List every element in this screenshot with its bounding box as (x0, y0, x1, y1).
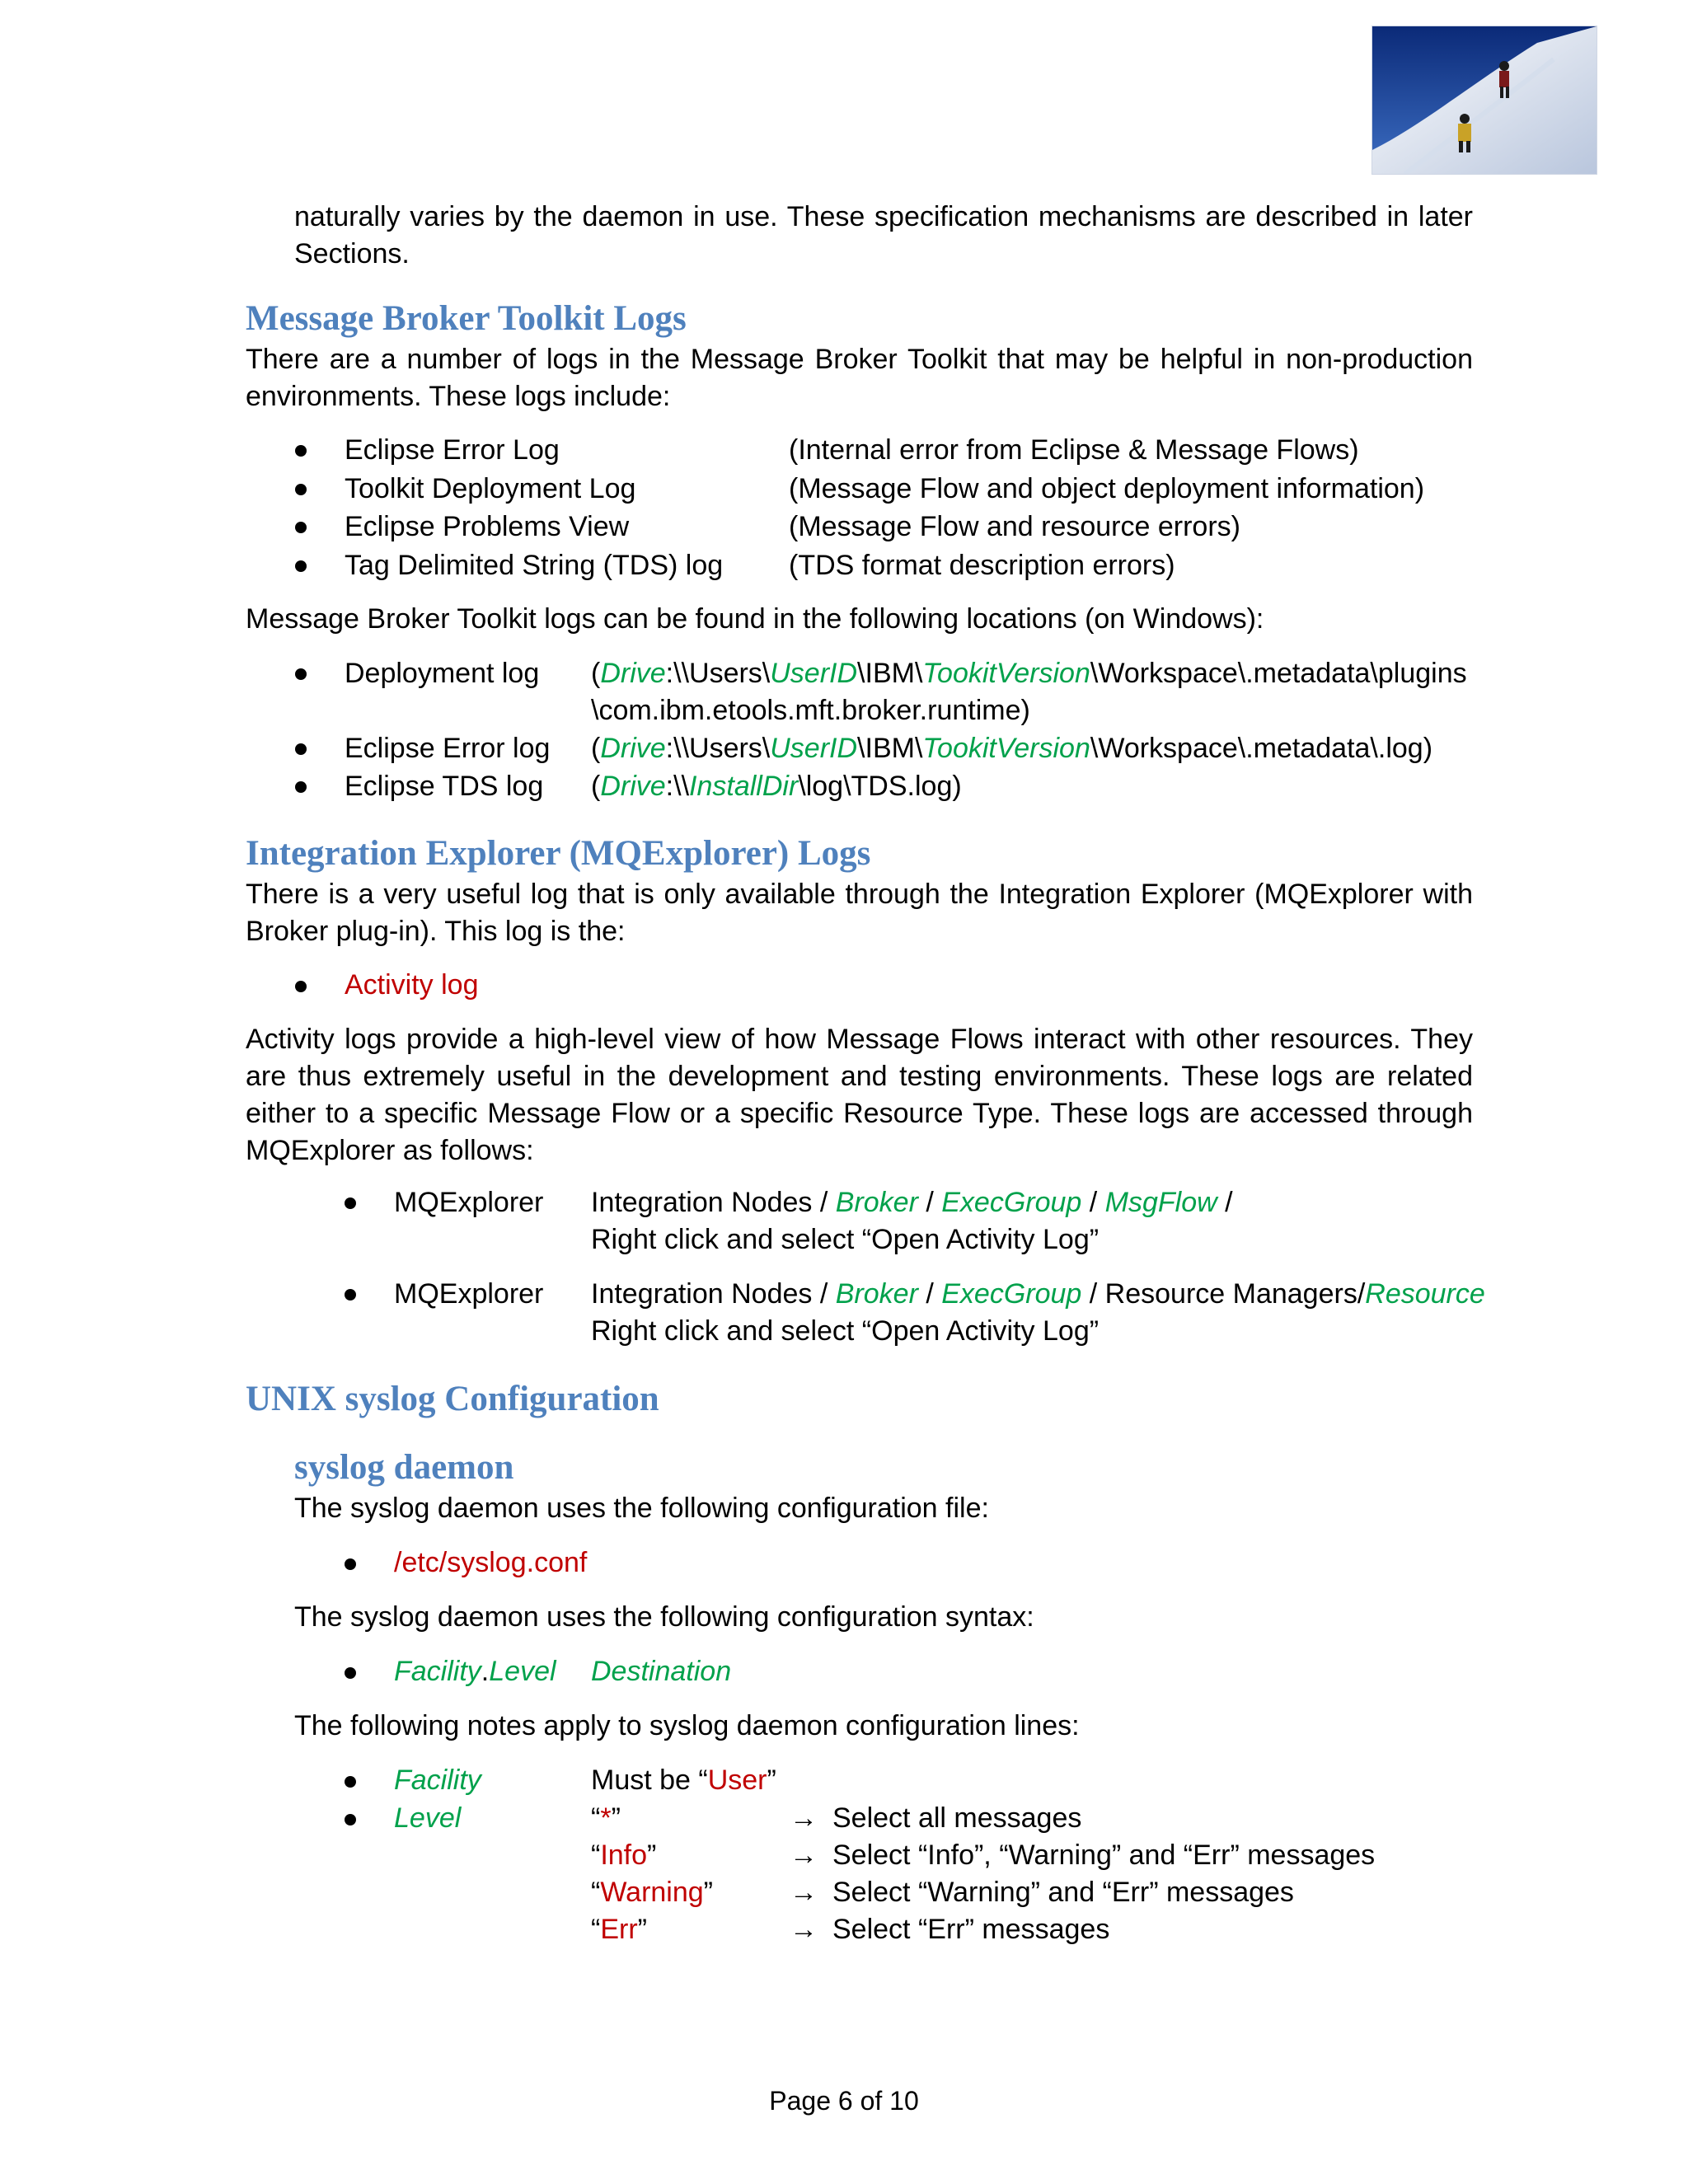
arrow-icon: → (790, 1914, 818, 1945)
path-part: / Resource Managers/ (1081, 1278, 1366, 1310)
header-photo (1372, 26, 1597, 175)
path-sep: / (917, 1187, 942, 1218)
facility-var: Facility (394, 1656, 481, 1687)
info-value: Info (600, 1840, 648, 1871)
log-name: Tag Delimited String (TDS) log (345, 550, 724, 581)
bullet (295, 781, 307, 793)
right-click-instruction: Right click and select “Open Activity Log” (591, 1315, 1100, 1347)
bullet (295, 743, 307, 755)
log-desc: (Message Flow and resource errors) (789, 511, 1240, 542)
level-label: Level (394, 1802, 462, 1834)
broker-var: Broker (835, 1278, 918, 1310)
location-name: Deployment log (345, 658, 540, 689)
right-click-instruction: Right click and select “Open Activity Log” (591, 1224, 1100, 1255)
quote: ” (767, 1765, 776, 1796)
bullet (295, 981, 307, 992)
config-file-intro: The syslog daemon uses the following configuration file: (294, 1493, 989, 1524)
path-part: Integration Nodes / (591, 1187, 836, 1218)
page-footer: Page 6 of 10 (769, 2086, 919, 2116)
level-desc: Select “Info”, “Warning” and “Err” messages (832, 1840, 1376, 1871)
level-value (591, 1874, 713, 1911)
level-desc: Select “Warning” and “Err” messages (832, 1877, 1294, 1908)
quote: “ (591, 1840, 601, 1871)
log-desc: (Internal error from Eclipse & Message Flows) (789, 434, 1359, 466)
mbt-paragraph (246, 341, 1473, 415)
msgflow-var: MsgFlow (1104, 1187, 1217, 1218)
section-heading-mbt: Message Broker Toolkit Logs (246, 299, 687, 338)
intro-line: Sections. (294, 238, 410, 269)
err-value: Err (600, 1914, 638, 1945)
path-part: \Workspace\.metadata\plugins (1090, 658, 1467, 689)
path-sep: / (917, 1278, 942, 1310)
quote: “ (591, 1914, 601, 1945)
log-name: Eclipse Error Log (345, 434, 560, 466)
subsection-heading-syslog: syslog daemon (294, 1448, 514, 1487)
paren: ( (591, 733, 601, 764)
install-dir-var: InstallDir (689, 771, 799, 802)
syntax-intro: The syslog daemon uses the following configuration syntax: (294, 1601, 1034, 1633)
drive-var: Drive (600, 771, 666, 802)
drive-var: Drive (600, 733, 666, 764)
warning-value: Warning (600, 1877, 704, 1908)
facility-label: Facility (394, 1765, 481, 1796)
mbt-para-line: environments. These logs include: (246, 381, 671, 412)
notes-intro: The following notes apply to syslog daemon configuration lines: (294, 1710, 1080, 1741)
path-sep: / (1081, 1187, 1105, 1218)
userid-var: UserID (770, 733, 858, 764)
level-value (591, 1837, 656, 1874)
location-name: Eclipse TDS log (345, 771, 544, 802)
locations-intro: Message Broker Toolkit logs can be found in the following locations (on Windows): (246, 603, 1264, 635)
path-sep: / (1217, 1187, 1233, 1218)
user-value: User (707, 1765, 767, 1796)
arrow-icon: → (790, 1877, 818, 1908)
path-part: \IBM\ (857, 733, 923, 764)
section-heading-unix: UNIX syslog Configuration (246, 1380, 659, 1418)
bullet (345, 1776, 356, 1788)
bullet (345, 1814, 356, 1825)
bullet (345, 1289, 356, 1301)
log-name: Toolkit Deployment Log (345, 473, 636, 504)
activity-path (591, 1184, 1233, 1221)
bullet (295, 522, 307, 533)
execgroup-var: ExecGroup (941, 1278, 1082, 1310)
location-path (591, 655, 1467, 692)
facility-value (591, 1762, 776, 1799)
mountain-climbers-image (1372, 26, 1597, 174)
syntax-line (394, 1653, 556, 1690)
bullet (345, 1667, 356, 1679)
activity-line: are thus extremely useful in the development and testing environments. These logs are related (246, 1061, 1473, 1092)
note-text: Must be “ (591, 1765, 708, 1796)
quote: ” (647, 1840, 657, 1871)
path-part: \log\TDS.log) (798, 771, 962, 802)
execgroup-var: ExecGroup (941, 1187, 1082, 1218)
mqexplorer-label: MQExplorer (394, 1278, 544, 1310)
log-desc: (Message Flow and object deployment information) (789, 473, 1425, 504)
paren: ( (591, 771, 601, 802)
quote: “ (591, 1802, 601, 1834)
bullet (345, 1197, 356, 1209)
bullet (295, 560, 307, 572)
quote: ” (611, 1802, 621, 1834)
activity-line: Activity logs provide a high-level view of how Message Flows interact with other resources. They (246, 1024, 1473, 1055)
userid-var: UserID (770, 658, 858, 689)
path-part: \Workspace\.metadata\.log) (1090, 733, 1433, 764)
mqexplorer-label: MQExplorer (394, 1187, 544, 1218)
arrow-icon: → (790, 1802, 818, 1834)
config-file-path: /etc/syslog.conf (394, 1547, 588, 1578)
toolkit-version-var: TookitVersion (922, 733, 1090, 764)
mbt-para-line: There are a number of logs in the Message Broker Toolkit that may be helpful in non-production (246, 344, 1473, 375)
log-name: Eclipse Problems View (345, 511, 630, 542)
path-part: \IBM\ (857, 658, 923, 689)
path-part: Integration Nodes / (591, 1278, 836, 1310)
ie-paragraph (246, 876, 1473, 950)
location-path (591, 730, 1432, 767)
activity-line: MQExplorer as follows: (246, 1135, 534, 1166)
level-desc: Select “Err” messages (832, 1914, 1110, 1945)
arrow-icon: → (790, 1840, 818, 1871)
log-desc: (TDS format description errors) (789, 550, 1175, 581)
path-part: :\\Users\ (665, 658, 771, 689)
location-name: Eclipse Error log (345, 733, 551, 764)
activity-path (591, 1276, 1485, 1313)
ie-para-line: There is a very useful log that is only available through the Integration Explorer (MQExplorer with (246, 879, 1473, 910)
activity-paragraph (246, 1021, 1473, 1169)
quote: ” (637, 1914, 647, 1945)
intro-line: naturally varies by the daemon in use. These specification mechanisms are described in later (294, 201, 1473, 232)
bullet (295, 484, 307, 495)
bullet (345, 1558, 356, 1570)
resource-var: Resource (1365, 1278, 1485, 1310)
path-part: :\\ (665, 771, 690, 802)
section-heading-ie: Integration Explorer (MQExplorer) Logs (246, 834, 871, 873)
level-desc: Select all messages (832, 1802, 1082, 1834)
broker-var: Broker (835, 1187, 918, 1218)
activity-line: either to a specific Message Flow or a specific Resource Type. These logs are accessed through (246, 1098, 1473, 1129)
destination-var: Destination (591, 1656, 732, 1687)
syntax-dot: . (481, 1656, 490, 1687)
quote: “ (591, 1877, 601, 1908)
intro-paragraph (294, 199, 1473, 273)
level-value (591, 1911, 647, 1948)
toolkit-version-var: TookitVersion (922, 658, 1090, 689)
bullet (295, 445, 307, 457)
level-var: Level (489, 1656, 556, 1687)
path-part: :\\Users\ (665, 733, 771, 764)
bullet (295, 668, 307, 680)
level-value (591, 1800, 621, 1837)
quote: ” (703, 1877, 713, 1908)
activity-log-item: Activity log (345, 969, 479, 1001)
location-path (591, 768, 962, 805)
ie-para-line: Broker plug-in). This log is the: (246, 916, 626, 947)
paren: ( (591, 658, 601, 689)
star-value: * (600, 1802, 612, 1834)
location-path-cont: \com.ibm.etools.mft.broker.runtime) (591, 695, 1030, 726)
drive-var: Drive (600, 658, 666, 689)
